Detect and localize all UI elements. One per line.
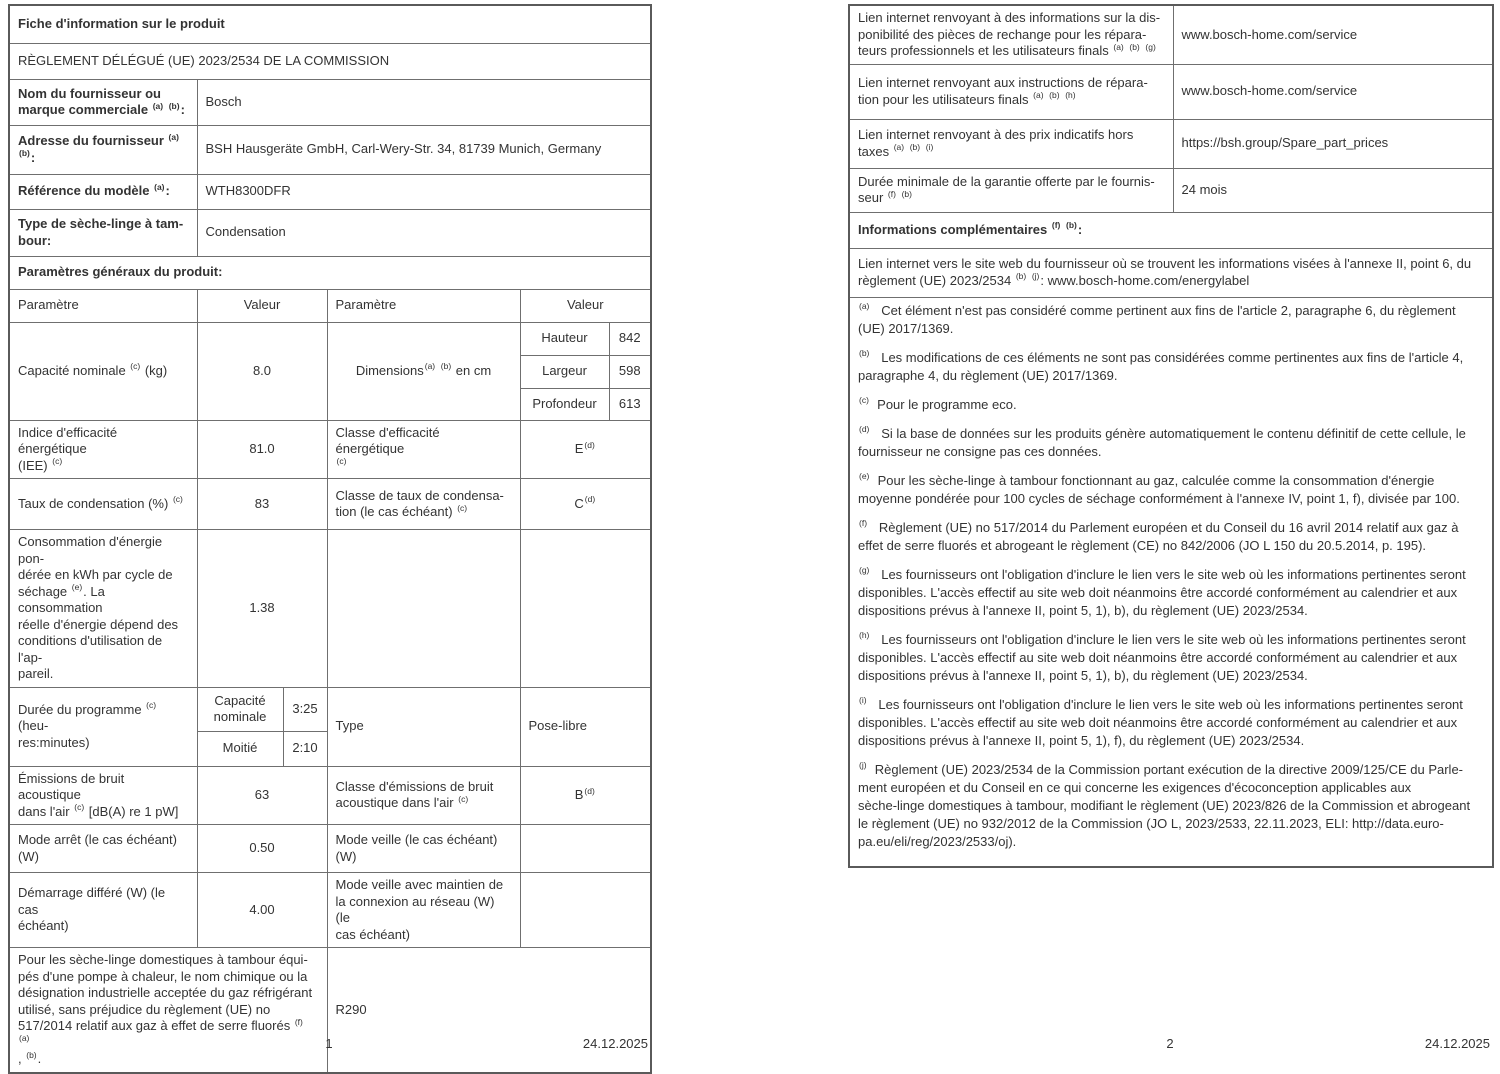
footnotes-block	[849, 297, 1493, 867]
footnote-d: $^{(d)}$ Si la base de données sur les produits génère automatiquement le contenu définitif de cette cellule, le fournisseur ne consigne pas ces données.	[858, 424, 1466, 459]
capacity-label: Capacité nominale $^{(c)}$ (kg)	[9, 322, 197, 420]
footnote-c: $^{(c)}$ Pour le programme eco.	[859, 395, 1017, 412]
duration-rated-value: 3:25	[283, 687, 327, 731]
footnote-h: $^{(h)}$ Les fournisseurs ont l'obligation d'inclure le lien vers le site web où les informations pertinentes seront disponibles. L'accès effectif au site web doit néanmoins être accordé conformément au calendrier et aux dispositions prévus à l'annexe II, point 5, 1), b), du règlement (UE) 2023/2534.	[858, 630, 1466, 683]
product-fiche-page1	[8, 4, 652, 1074]
noise-label: Émissions de bruit acoustique dans l'air $^{(c)}$ [dB(A) re 1 pW]	[9, 766, 197, 825]
guarantee-duration-label: Durée minimale de la garantie offerte par le fournis- seur $^{(f)}$ $^{(b)}$	[849, 168, 1173, 212]
capacity-value: 8.0	[197, 322, 327, 420]
refrigerant-label: Pour les sèche-linge domestiques à tambour équi- pés d'une pompe à chaleur, le nom chimique ou la désignation industrielle acceptée du gaz réfrigérant utilisé, sans préjudice du règlement (UE) no 517/2014 relatif aux gaz à effet de serre fluorés $^{(f)}$ $^{(a)}$ , $^{(b)}$.	[9, 948, 327, 1073]
noise-class-label: Classe d'émissions de bruit acoustique dans l'air $^{(c)}$	[327, 766, 520, 825]
empty-cell	[327, 530, 520, 688]
iee-label: Indice d'efficacité énergétique (IEE) $^{(c)}$	[9, 420, 197, 479]
program-duration-label: Durée du programme $^{(c)}$ (heu- res:minutes)	[9, 687, 197, 766]
indicative-prices-link-label: Lien internet renvoyant à des prix indicatifs hors taxes $^{(a)}$ $^{(b)}$ $^{(i)}$	[849, 119, 1173, 168]
footnote-a: $^{(a)}$ Cet élément n'est pas considéré comme pertinent aux fins de l'article 2, paragraphe 6, du règlement (UE) 2017/1369.	[858, 301, 1456, 336]
repair-instructions-link-label: Lien internet renvoyant aux instructions de répara- tion pour les utilisateurs finals $^{(a)}$ $^{(b)}$ $^{(h)}$	[849, 64, 1173, 119]
empty-cell	[520, 530, 651, 688]
product-fiche-page2	[848, 4, 1494, 868]
repair-instructions-link-value: www.bosch-home.com/service	[1173, 64, 1493, 119]
noise-class-value: $B^{(d)}$	[520, 766, 651, 825]
install-type-value: Pose-libre	[520, 687, 651, 766]
dimensions-label: Dimensions$^{(a)}$ $^{(b)}$ en cm	[327, 322, 520, 420]
supplier-name-label: Nom du fournisseur ou marque commerciale $^{(a)}$ $^{(b)}$:	[9, 79, 197, 125]
install-type-label: Type	[327, 687, 520, 766]
dimension-depth-value: 613	[609, 388, 651, 420]
page2-number: 2	[1166, 1036, 1174, 1051]
dryer-type-label: Type de sèche-linge à tam- bour:	[9, 209, 197, 256]
col-header-parametre-2: Paramètre	[327, 289, 520, 322]
footnote-f: $^{(f)}$ Règlement (UE) no 517/2014 du Parlement européen et du Conseil du 16 avril 2014 relatif aux gaz à effet de serre fluorés et abrogeant le règlement (CE) no 842/2006 (JO L 150 du 20.5.2014, p. 195).	[858, 518, 1459, 553]
dimension-height-value: 842	[609, 322, 651, 355]
additional-info-header: Informations complémentaires $^{(f)}$ $^{(b)}$:	[849, 212, 1493, 248]
dimension-width-value: 598	[609, 355, 651, 388]
condensation-class-label: Classe de taux de condensa- tion (le cas échéant) $^{(c)}$	[327, 479, 520, 530]
footnote-e: $^{(e)}$ Pour les sèche-linge à tambour fonctionnant au gaz, calculée comme la consommation d'énergie moyenne pondérée pour 100 cycles de séchage conformément à l'annexe IV, point 1, f), divisée par 100.	[858, 471, 1460, 506]
condensation-class-value: $C^{(d)}$	[520, 479, 651, 530]
col-header-valeur-1: Valeur	[197, 289, 327, 322]
noise-value: 63	[197, 766, 327, 825]
page2-date: 24.12.2025	[1424, 1036, 1490, 1051]
footnote-j: $^{(j)}$ Règlement (UE) 2023/2534 de la Commission portant exécution de la directive 2009/125/CE du Parle- ment européen et du Conseil en ce qui concerne les exigences d'écoconception applicables aux sèche-linge domestiques à tambour, modifiant le règlement (UE) 2023/826 de la Commission et abrogeant le règlement (UE) no 932/2012 de la Commission (JO L, 2023/2533, 22.11.2023, ELI: http://data.euro- pa.eu/eli/reg/2023/2533/oj).	[858, 760, 1471, 849]
energylabel-link-note: Lien internet vers le site web du fournisseur où se trouvent les informations visées à l'annexe II, point 6, du règlement (UE) 2023/2534 $^{(b)}$ $^{(j)}$: www.bosch-home.com/energylabel	[849, 248, 1493, 297]
model-reference-label: Référence du modèle $^{(a)}$:	[9, 174, 197, 209]
off-mode-value: 0.50	[197, 825, 327, 873]
duration-rated-label: Capacité nominale	[197, 687, 283, 731]
networked-standby-label: Mode veille avec maintien de la connexion au réseau (W) (le cas échéant)	[327, 873, 520, 948]
delayed-start-value: 4.00	[197, 873, 327, 948]
regulation-subtitle: RÈGLEMENT DÉLÉGUÉ (UE) 2023/2534 DE LA COMMISSION	[9, 43, 651, 79]
iee-value: 81.0	[197, 420, 327, 479]
dimension-height-label: Hauteur	[520, 322, 609, 355]
delayed-start-label: Démarrage différé (W) (le cas échéant)	[9, 873, 197, 948]
networked-standby-value	[520, 873, 651, 948]
footnote-g: $^{(g)}$ Les fournisseurs ont l'obligation d'inclure le lien vers le site web où les informations pertinentes seront disponibles. L'accès effectif au site web doit néanmoins être accordé conformément au calendrier et aux dispositions prévus à l'annexe II, point 5, 1), b), du règlement (UE) 2023/2534.	[858, 565, 1466, 618]
dimension-width-label: Largeur	[520, 355, 609, 388]
condensation-rate-label: Taux de condensation (%) $^{(c)}$	[9, 479, 197, 530]
col-header-valeur-2: Valeur	[520, 289, 651, 322]
indicative-prices-link-value: https://bsh.group/Spare_part_prices	[1173, 119, 1493, 168]
dryer-type-value: Condensation	[197, 209, 651, 256]
guarantee-duration-value: 24 mois	[1173, 168, 1493, 212]
off-mode-label: Mode arrêt (le cas échéant) (W)	[9, 825, 197, 873]
standby-mode-value	[520, 825, 651, 873]
duration-half-label: Moitié	[197, 731, 283, 766]
general-parameters-header: Paramètres généraux du produit:	[9, 256, 651, 289]
footnote-i: $^{(i)}$ Les fournisseurs ont l'obligation d'inclure le lien vers le site web où les informations pertinentes seront disponibles. L'accès effectif au site web doit néanmoins être accordé conformément au calendrier et aux dispositions prévus à l'annexe II, point 5, 1), f), du règlement (UE) 2023/2534.	[858, 695, 1463, 748]
supplier-address-value: BSH Hausgeräte GmbH, Carl-Wery-Str. 34, 81739 Munich, Germany	[197, 125, 651, 174]
spare-parts-link-label: Lien internet renvoyant à des informations sur la dis- ponibilité des pièces de rechange pour les répara- teurs professionnels et les utilisateurs finals $^{(a)}$ $^{(b)}$ $^{(g)}$	[849, 5, 1173, 64]
page1-footer	[8, 1036, 650, 1052]
col-header-parametre-1: Paramètre	[9, 289, 197, 322]
supplier-name-value: Bosch	[197, 79, 651, 125]
energy-consumption-value: 1.38	[197, 530, 327, 688]
page1-date: 24.12.2025	[582, 1036, 648, 1051]
dimension-depth-label: Profondeur	[520, 388, 609, 420]
footnote-b: $^{(b)}$ Les modifications de ces éléments ne sont pas considérées comme pertinentes aux fins de l'article 4, paragraphe 4, du règlement (UE) 2017/1369.	[858, 348, 1464, 383]
energy-class-label: Classe d'efficacité énergétique $^{(c)}$	[327, 420, 520, 479]
energy-class-value: $E^{(d)}$	[520, 420, 651, 479]
energy-consumption-label: Consommation d'énergie pon- dérée en kWh par cycle de séchage $^{(e)}$. La consommation réelle d'énergie dépend des conditions d'utilisation de l'ap- pareil.	[9, 530, 197, 688]
supplier-address-label: Adresse du fournisseur $^{(a)}$ $^{(b)}$:	[9, 125, 197, 174]
duration-half-value: 2:10	[283, 731, 327, 766]
spare-parts-link-value: www.bosch-home.com/service	[1173, 5, 1493, 64]
standby-mode-label: Mode veille (le cas échéant) (W)	[327, 825, 520, 873]
page-title: Fiche d'information sur le produit	[9, 5, 651, 43]
page1-number: 1	[325, 1036, 333, 1051]
refrigerant-value: R290	[327, 948, 651, 1073]
page2-footer	[848, 1036, 1492, 1052]
model-reference-value: WTH8300DFR	[197, 174, 651, 209]
condensation-rate-value: 83	[197, 479, 327, 530]
